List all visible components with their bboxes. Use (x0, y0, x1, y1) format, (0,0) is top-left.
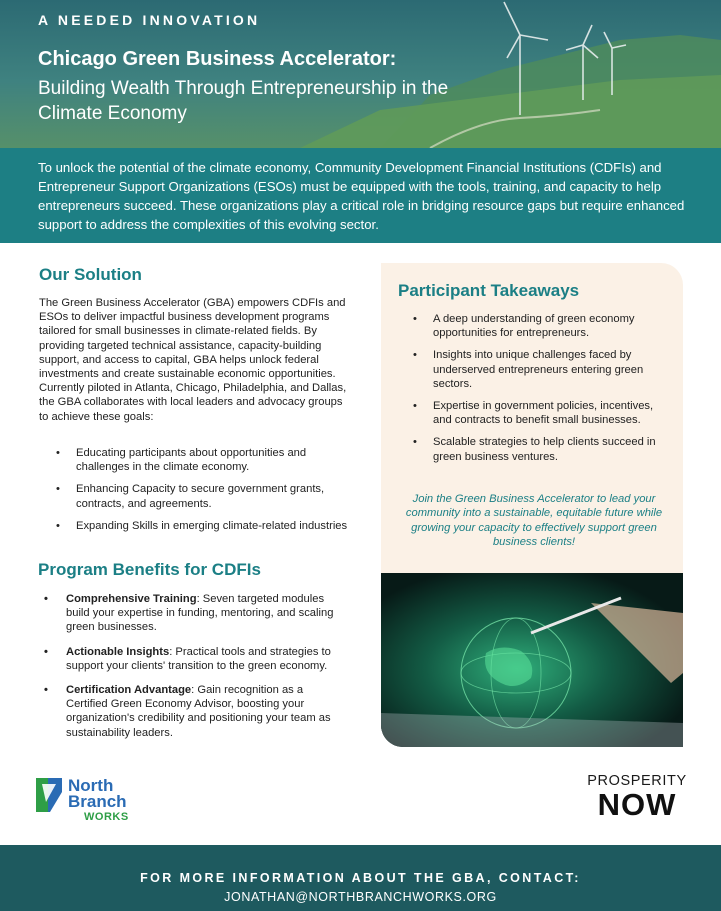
solution-body: The Green Business Accelerator (GBA) empowers CDFIs and ESOs to deliver impactful business development programs tailored for small businesses in climate-related fields. By providing targeted technical assistance, capacity-building support, and access to capital, GBA helps unlock federal investments and create sustainable economic opportunities. Currently piloted in Atlanta, Chicago, Philadelphia, and Dallas, the GBA collaborates with local leaders and advocacy groups to achieve these goals: (39, 297, 347, 423)
list-item: • A deep understanding of green economy opportunities for entrepreneurs. (413, 312, 673, 340)
pn-top: PROSPERITY (587, 773, 687, 789)
list-item: • Expanding Skills in emerging climate-related industries (56, 519, 356, 533)
globe-illustration (381, 573, 683, 747)
benefit-text: : Seven targeted modules build your expertise in funding, mentoring, and scaling green businesses. (66, 593, 334, 634)
list-item: • Enhancing Capacity to secure government grants, contracts, and agreements. (56, 482, 356, 510)
benefits-list (44, 592, 344, 750)
north-branch-works-logo (36, 778, 156, 828)
nbw-line-1: North (68, 776, 114, 795)
list-item (44, 683, 344, 740)
benefit-label: Comprehensive Training (66, 593, 197, 605)
benefit-label: Actionable Insights (66, 645, 170, 658)
list-item: • Scalable strategies to help clients succeed in green business ventures. (413, 435, 673, 463)
page-title: Chicago Green Business Accelerator: (38, 48, 397, 70)
nbw-line-2: Branch (68, 792, 127, 811)
benefits-heading: Program Benefits for CDFIs (38, 560, 261, 579)
hero-kicker: A NEEDED INNOVATION (38, 12, 261, 28)
goals-list (56, 446, 356, 541)
footer-heading: FOR MORE INFORMATION ABOUT THE GBA, CONTACT: (140, 871, 581, 885)
nbw-name (68, 778, 127, 810)
intro-text: To unlock the potential of the climate economy, Community Development Financial Institutions (CDFIs) and Entrepreneur Support Organizations (ESOs) must be equipped with the tools, training, and capacity to help entrepreneurs succeed. These organizations play a critical role in bridging resource gaps but require enhanced support to address the complexities of this evolving sector. (38, 160, 685, 232)
nbw-works: WORKS (84, 811, 129, 823)
hero-banner (0, 0, 721, 148)
list-item: • Expertise in government policies, incentives, and contracts to benefit small businesses. (413, 399, 673, 427)
call-to-action: Join the Green Business Accelerator to lead your community into a sustainable, equitable future while growing your capacity to effectively support green business clients! (405, 493, 663, 549)
contact-email[interactable]: JONATHAN@NORTHBRANCHWORKS.ORG (224, 890, 497, 904)
list-item (44, 592, 344, 635)
benefit-text: : Practical tools and strategies to support your clients' transition to the green economy. (66, 645, 331, 672)
list-item: • Educating participants about opportunities and challenges in the climate economy. (56, 446, 356, 474)
footer (0, 845, 721, 911)
takeaways-heading: Participant Takeaways (398, 281, 580, 300)
takeaways-list (413, 312, 673, 472)
pn-bottom: NOW (597, 787, 677, 822)
solution-heading: Our Solution (39, 265, 142, 284)
list-item: • Insights into unique challenges faced by underserved entrepreneurs entering green sectors. (413, 348, 673, 391)
benefit-text: : Gain recognition as a Certified Green Economy Advisor, boosting your organization's credibility and positioning your team as sustainability leaders. (66, 684, 331, 739)
page-subtitle: Building Wealth Through Entrepreneurship in the Climate Economy (38, 78, 449, 124)
prosperity-now-logo (582, 773, 692, 825)
list-item (44, 645, 344, 673)
digital-globe-photo (381, 573, 683, 747)
intro-band (0, 148, 721, 243)
benefit-label: Certification Advantage (66, 684, 192, 697)
north-branch-mark-icon (36, 778, 62, 812)
